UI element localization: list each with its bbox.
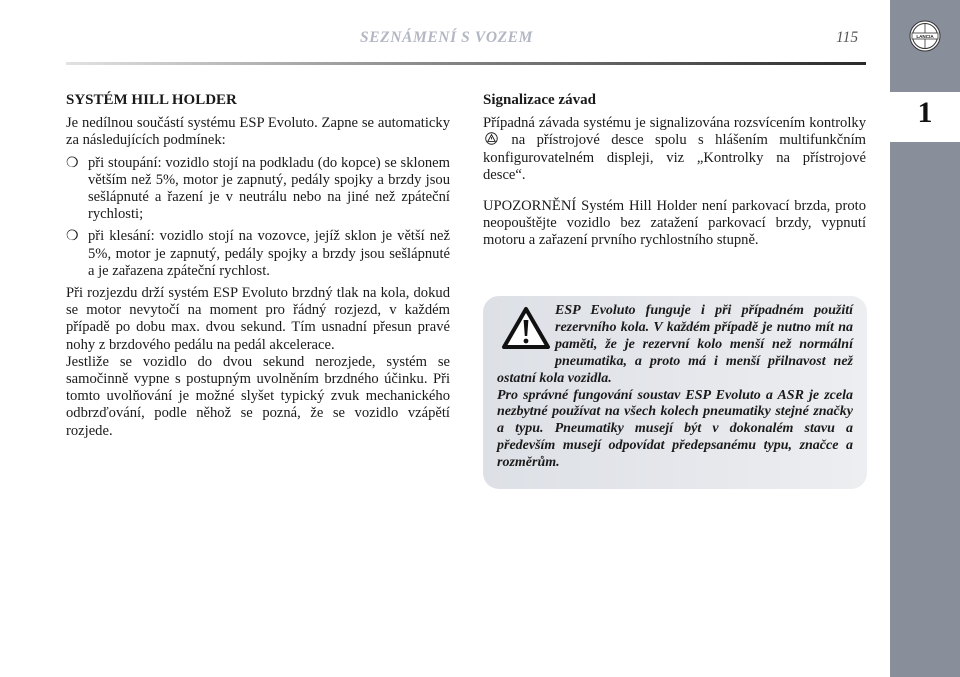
bullet-text: při klesání: vozidlo stojí na vozovce, jejíž sklon je větší než 5%, motor je zapnutý, pedály spojky a brzdy jsou sešlápnuté a je zařazena zpáteční rychlost. bbox=[88, 228, 450, 279]
caution-text: Systém Hill Holder není parkovací brzda, proto neopouštějte vozidlo bez zatažení parkovací brzdy, vypnutí motoru a zařazení prvního rychlostního stupně. bbox=[483, 198, 866, 249]
logo-text: LANCIA bbox=[916, 34, 934, 40]
warning-triangle-icon bbox=[501, 306, 551, 350]
list-item bbox=[66, 228, 450, 280]
warning-light-icon bbox=[485, 132, 498, 145]
left-column bbox=[66, 92, 450, 445]
fault-text-start: Případná závada systému je signalizována rozsvícením kontrolky bbox=[483, 115, 866, 132]
fault-paragraph bbox=[483, 115, 866, 184]
body-paragraph: Při rozjezdu drží systém ESP Evoluto brzdný tlak na kola, dokud se motor nevytočí na moment pro řádný rozjezd, v každém případě po dobu max. dvou sekund. Tím usnadní přesun pravé nohy z brzdového pedálu na pedál akcelerace. bbox=[66, 285, 450, 353]
page-number: 115 bbox=[836, 29, 859, 46]
chapter-number: 1 bbox=[917, 96, 933, 129]
bullet-circle-icon: ❍ bbox=[66, 229, 79, 245]
chapter-sidebar bbox=[890, 0, 960, 677]
right-column bbox=[483, 92, 866, 255]
caution-label: UPOZORNĚNÍ bbox=[483, 198, 577, 215]
intro-paragraph: Je nedílnou součástí systému ESP Evoluto. Zapne se automaticky za následujících podmínek: bbox=[66, 115, 450, 149]
body-paragraph: Jestliže se vozidlo do dvou sekund nerozjede, systém se samočinně vypne s postupným uvolněním brzdného účinku. Při tomto uvolňování je možné slyšet typický zvuk mechanického odbrzďování, podle něhož se pozná, že se vozidlo vzápětí rozjede. bbox=[66, 353, 450, 439]
section-heading: SYSTÉM HILL HOLDER bbox=[66, 92, 237, 108]
bullet-circle-icon: ❍ bbox=[66, 155, 79, 171]
warning-box bbox=[483, 296, 867, 489]
warning-paragraph: Pro správné fungování soustav ESP Evoluto a ASR je zcela nezbytné používat na všech kolech pneumatiky stejné značky a typu. Pneumatiky musejí být v dokonalém stavu a především musejí odpovídat předepsanému typu, značce a rozměrům. bbox=[497, 387, 853, 471]
bullet-text: při stoupání: vozidlo stojí na podkladu (do kopce) se sklonem větším než 5%, motor je zapnutý, pedály spojky a brzdy jsou sešlápnuté a řazení je v neutrálu nebo na jiné než zpáteční rychlosti; bbox=[88, 154, 450, 223]
lancia-logo-icon bbox=[909, 20, 941, 52]
list-item bbox=[66, 155, 450, 224]
header-rule bbox=[66, 62, 866, 65]
running-head: SEZNÁMENÍ S VOZEM bbox=[360, 29, 533, 46]
warning-paragraph: ESP Evoluto funguje i při případném použití rezervního kola. V každém případě je nutno mít na paměti, že je rezervní kolo menší než normální pneumatika, a proto má i menší přilnavost než ostatní kola vozidla. bbox=[497, 303, 853, 386]
fault-text-end: na přístrojové desce spolu s hlášením multifunkčním konfigurovatelném displeji, viz „Kontrolky na přístrojové desce“. bbox=[483, 132, 866, 183]
caution-paragraph bbox=[483, 198, 866, 250]
fault-heading: Signalizace závad bbox=[483, 92, 596, 108]
